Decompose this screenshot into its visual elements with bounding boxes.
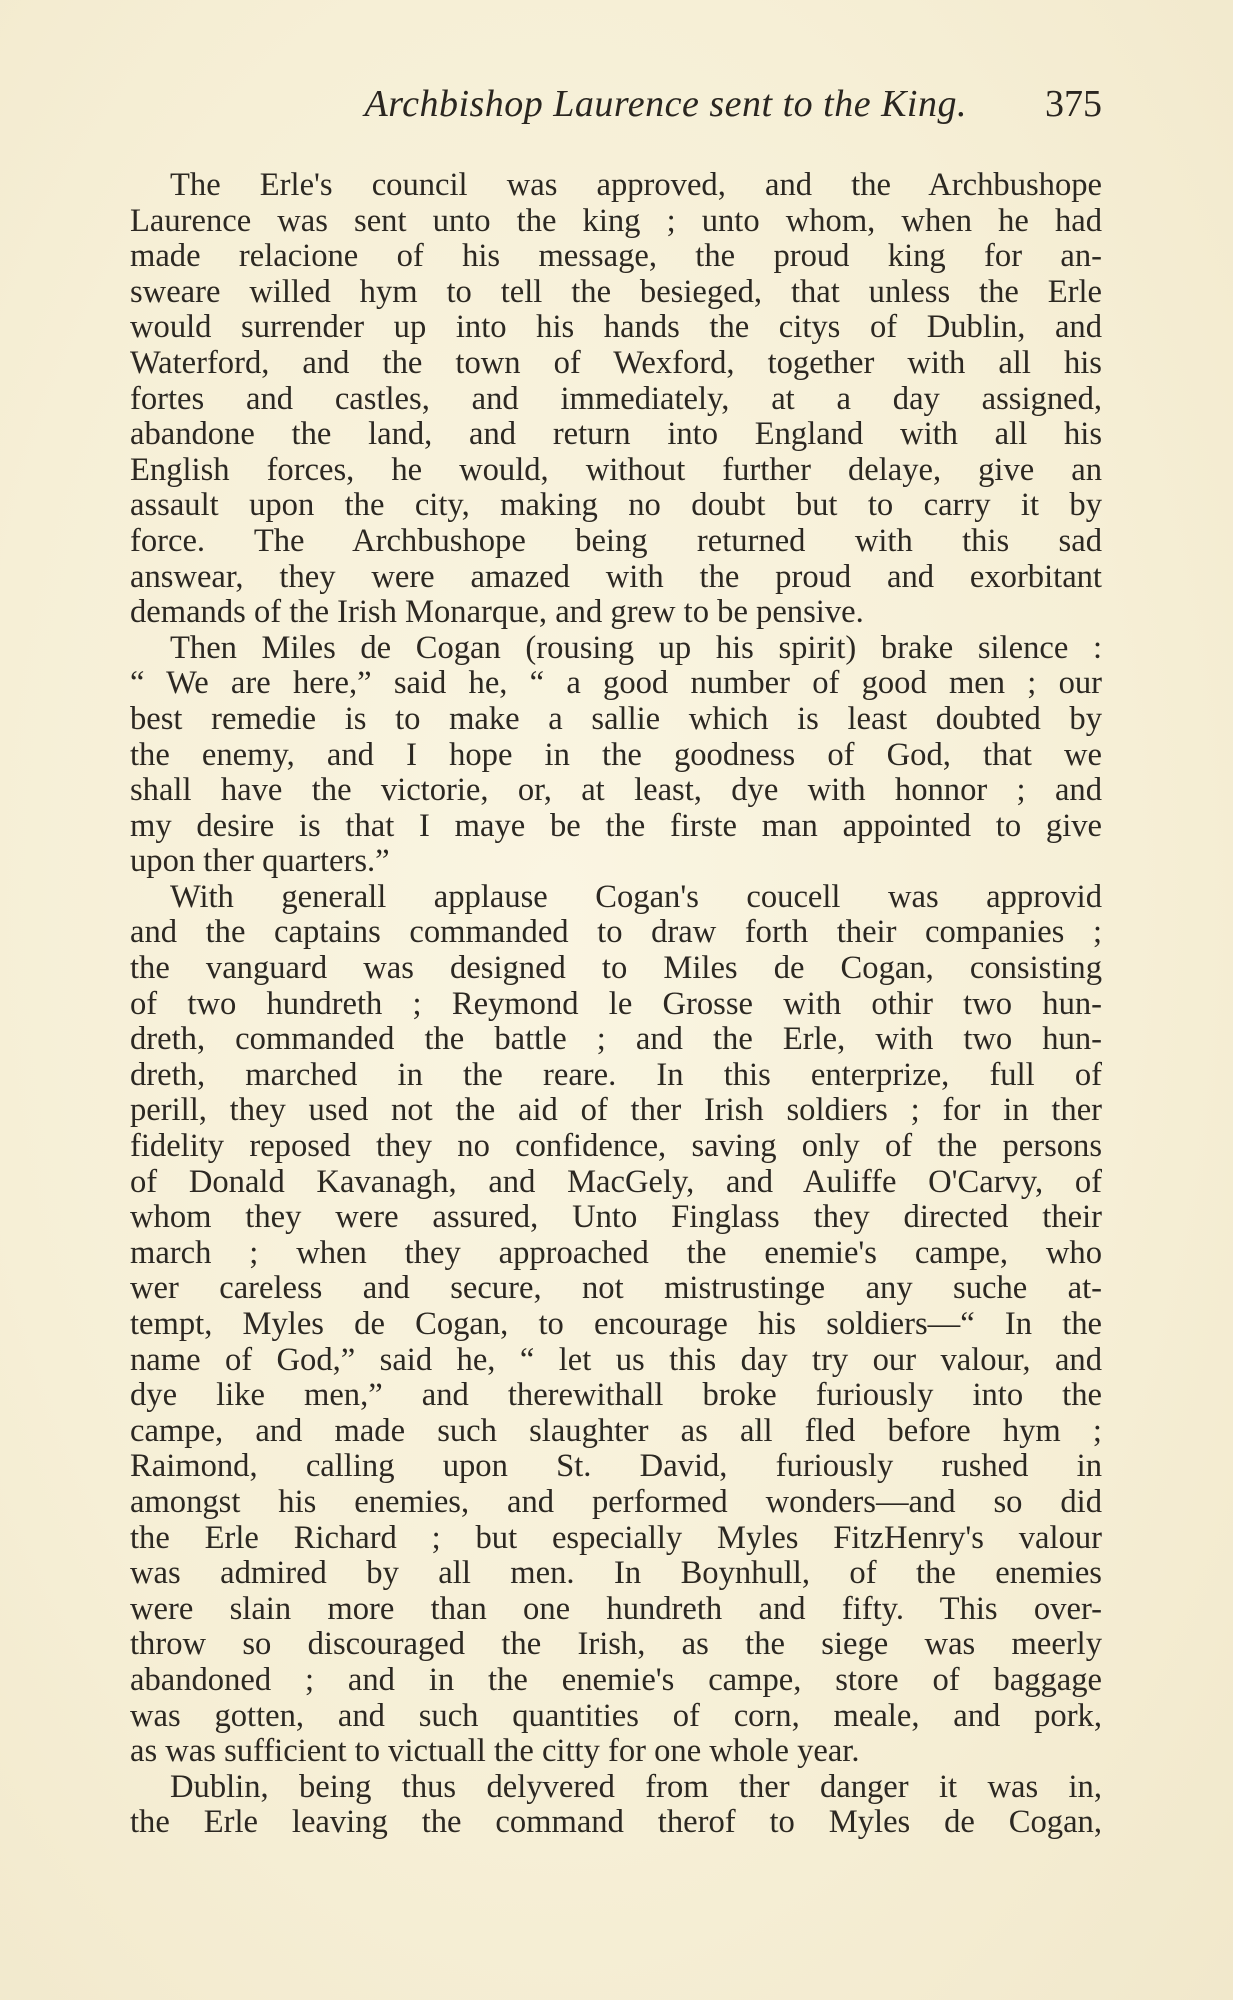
text-line: Laurence was sent unto the king ; unto whom, when he had [130,202,1102,239]
text-line: as was sufficient to victuall the citty for one whole year. [130,1733,860,1770]
text-line: the Erle leaving the command therof to Myles de Cogan, [130,1804,1102,1841]
text-line: the enemy, and I hope in the goodness of God, that we [130,736,1102,773]
text-line: Dublin, being thus delyvered from ther danger it was in, [170,1768,1102,1805]
text-line: answear, they were amazed with the proud and exorbitant [130,558,1102,595]
text-line: the Erle Richard ; but especially Myles FitzHenry's valour [130,1519,1102,1556]
text-line: my desire is that I maye be the firste man appointed to give [130,807,1102,844]
text-line: Then Miles de Cogan (rousing up his spirit) brake silence : [170,629,1102,666]
text-line: sweare willed hym to tell the besieged, that unless the Erle [130,273,1102,310]
text-line: fidelity reposed they no confidence, saving only of the persons [130,1128,1102,1165]
text-line: made relacione of his message, the proud king for an- [130,238,1102,275]
text-line: best remedie is to make a sallie which is least doubted by [130,700,1102,737]
text-line: assault upon the city, making no doubt but to carry it by [130,487,1102,524]
page-number: 375 [1045,83,1102,125]
text-line: force. The Archbushope being returned with this sad [130,522,1102,559]
text-line: name of God,” said he, “ let us this day try our valour, and [130,1341,1102,1378]
text-line: were slain more than one hundreth and fifty. This over- [130,1590,1102,1627]
text-line: abandone the land, and return into England with all his [130,416,1102,453]
text-line: of two hundreth ; Reymond le Grosse with othir two hun- [130,985,1102,1022]
text-line: fortes and castles, and immediately, at a day assigned, [130,380,1102,417]
paragraph [130,631,1102,880]
text-line: shall have the victorie, or, at least, dye with honnor ; and [130,772,1102,809]
text-line: the vanguard was designed to Miles de Cogan, consisting [130,950,1102,987]
text-line: abandoned ; and in the enemie's campe, store of baggage [130,1661,1102,1698]
text-line: and the captains commanded to draw forth their companies ; [130,914,1102,951]
text-line: perill, they used not the aid of ther Irish soldiers ; for in ther [130,1092,1102,1129]
paragraph [130,168,1102,631]
text-line: whom they were assured, Unto Finglass they directed their [130,1199,1102,1236]
text-line: dreth, marched in the reare. In this enterprize, full of [130,1056,1102,1093]
text-line: march ; when they approached the enemie's campe, who [130,1234,1102,1271]
text-line: tempt, Myles de Cogan, to encourage his soldiers—“ In the [130,1306,1102,1342]
text-line: wer careless and secure, not mistrustinge any suche at- [130,1270,1102,1307]
text-line: dreth, commanded the battle ; and the Erle, with two hun- [130,1021,1102,1058]
text-line: The Erle's council was approved, and the Archbushope [170,167,1102,203]
text-line: was gotten, and such quantities of corn, meale, and pork, [130,1697,1102,1734]
text-line: Waterford, and the town of Wexford, together with all his [130,344,1102,381]
running-head [130,82,1102,132]
text-line: demands of the Irish Monarque, and grew to be pensive. [130,594,864,631]
text-line: upon ther quarters.” [130,843,390,880]
paragraph [130,1770,1102,1841]
text-line: of Donald Kavanagh, and MacGely, and Auliffe O'Carvy, of [130,1163,1102,1200]
text-line: was admired by all men. In Boynhull, of the enemies [130,1555,1102,1592]
text-line: English forces, he would, without further delaye, give an [130,451,1102,488]
text-line: dye like men,” and therewithall broke furiously into the [130,1377,1102,1414]
body-text [130,168,1102,1841]
running-title: Archbishop Laurence sent to the King. [364,83,967,125]
text-line: With generall applause Cogan's coucell was approvid [170,878,1102,915]
text-line: would surrender up into his hands the citys of Dublin, and [130,309,1102,346]
text-line: campe, and made such slaughter as all fled before hym ; [130,1412,1102,1449]
text-line: throw so discouraged the Irish, as the siege was meerly [130,1626,1102,1663]
text-line: amongst his enemies, and performed wonders—and so did [130,1483,1102,1520]
text-line: “ We are here,” said he, “ a good number of good men ; our [130,665,1102,702]
text-line: Raimond, calling upon St. David, furiously rushed in [130,1448,1102,1485]
paragraph [130,880,1102,1770]
